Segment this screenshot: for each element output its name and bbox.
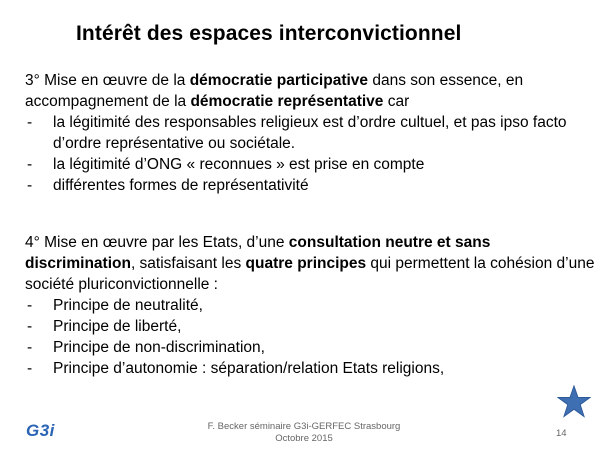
intro-bold: consultation neutre et sans discrimination bbox=[25, 234, 491, 272]
intro-text: , satisfaisant les bbox=[130, 255, 246, 272]
bullet-dash: - bbox=[27, 360, 33, 377]
intro-bold: quatre principes bbox=[245, 255, 367, 272]
section-1-intro bbox=[25, 70, 595, 112]
bullet-text: Principe de neutralité, bbox=[53, 297, 203, 314]
intro-text: 4° Mise en œuvre par les Etats, d’une bbox=[25, 234, 289, 251]
bullet-item bbox=[25, 112, 598, 154]
section-2-intro bbox=[25, 232, 595, 295]
bullet-dash: - bbox=[27, 318, 33, 335]
star-icon bbox=[557, 385, 591, 418]
bullet-text: la légitimité des responsables religieux est d’ordre cultuel, et pas ipso facto d’ordre représentative ou sociétale. bbox=[53, 114, 567, 152]
g3i-logo: G3i bbox=[26, 421, 55, 440]
bullet-item bbox=[25, 154, 598, 175]
footer-credit bbox=[200, 421, 408, 445]
bullet-text: Principe d’autonomie : séparation/relation Etats religions, bbox=[53, 360, 445, 377]
bullet-item bbox=[25, 295, 598, 316]
intro-text: car bbox=[383, 93, 410, 110]
bullet-dash: - bbox=[27, 177, 33, 194]
bullet-item bbox=[25, 316, 598, 337]
bullet-text: la légitimité d’ONG « reconnues » est prise en compte bbox=[53, 156, 425, 173]
bullet-text: Principe de non-discrimination, bbox=[53, 339, 265, 356]
page-number: 14 bbox=[556, 428, 567, 439]
bullet-item bbox=[25, 358, 598, 379]
slide-title: Intérêt des espaces interconvictionnel bbox=[76, 22, 462, 45]
footer-line-1: F. Becker séminaire G3i-GERFEC Strasbourg bbox=[207, 421, 401, 432]
bullet-dash: - bbox=[27, 297, 33, 314]
bullet-item bbox=[25, 337, 598, 358]
bullet-text: différentes formes de représentativité bbox=[53, 177, 309, 194]
intro-text: dans son essence, en accompagnement de la bbox=[25, 72, 524, 110]
section-participative-democracy bbox=[25, 70, 598, 196]
footer-line-2: Octobre 2015 bbox=[275, 433, 333, 444]
intro-text: qui permettent la cohésion d’une société pluriconvictionnelle : bbox=[25, 255, 595, 293]
intro-bold: démocratie représentative bbox=[190, 93, 384, 110]
intro-text: 3° Mise en œuvre de la bbox=[25, 72, 190, 89]
bullet-dash: - bbox=[27, 156, 33, 173]
bullet-dash: - bbox=[27, 339, 33, 356]
bullet-item bbox=[25, 175, 598, 196]
intro-bold: démocratie participative bbox=[189, 72, 369, 89]
bullet-dash: - bbox=[27, 114, 33, 131]
bullet-text: Principe de liberté, bbox=[53, 318, 182, 335]
section-neutral-consultation bbox=[25, 232, 598, 379]
